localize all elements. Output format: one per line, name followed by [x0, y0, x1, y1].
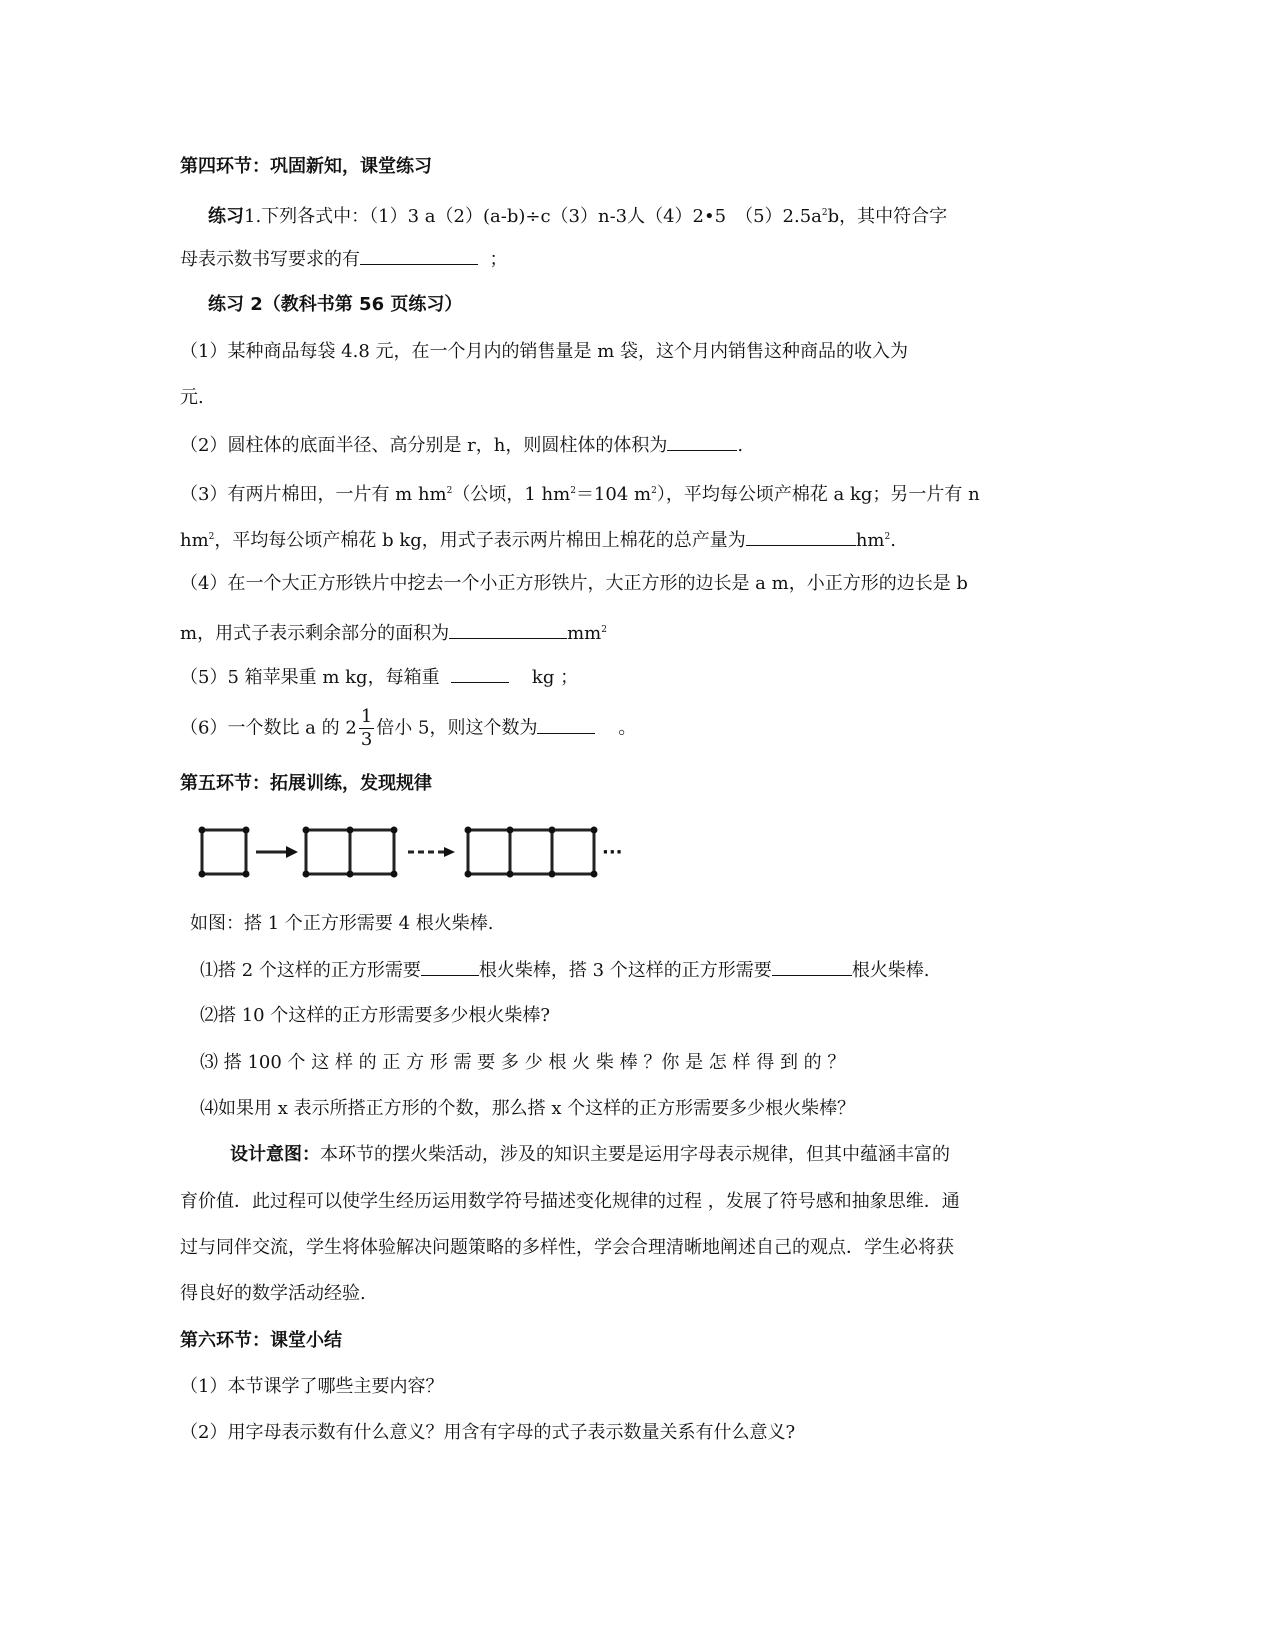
answer-blank[interactable]: [451, 664, 509, 683]
summary-question-2: （2）用字母表示数有什么意义？用含有字母的式子表示数量关系有什么意义?: [180, 1422, 796, 1443]
matchstick-squares-figure: [190, 818, 640, 888]
question-6: （6）一个数比 a 的 2 $\frac{1}{3}$ 倍小 5，则这个数为 。: [180, 706, 637, 750]
design-intent-line1: 设计意图：本环节的摆火柴活动，涉及的知识主要是运用字母表示规律，但其中蕴涵丰富的: [230, 1144, 950, 1165]
question-3-line2: $hm^2$，平均每公顷产棉花 b kg，用式子表示两片棉田上棉花的总产量为 $hm^2$.: [180, 524, 896, 554]
design-intent-line4: 得良好的数学活动经验.: [180, 1283, 366, 1304]
question-4-line2: m，用式子表示剩余部分的面积为 $mm^2$: [180, 617, 607, 647]
answer-blank[interactable]: [421, 957, 479, 976]
answer-blank[interactable]: [537, 715, 595, 734]
exercise2-heading: 练习 2（教科书第 56 页练习）: [208, 294, 463, 315]
question-2: （2）圆柱体的底面半径、高分别是 r，h，则圆柱体的体积为 .: [180, 432, 743, 459]
question-4-line1: （4）在一个大正方形铁片中挖去一个小正方形铁片，大正方形的边长是 a m，小正方形的边长是 b: [180, 573, 968, 594]
exercise1-label: 练习: [208, 206, 244, 227]
design-intent-line3: 过与同伴交流，学生将体验解决问题策略的多样性，学会合理清晰地阐述自己的观点．学生必将获: [180, 1237, 954, 1258]
answer-blank[interactable]: [360, 246, 478, 265]
design-intent-line2: 育价值．此过程可以使学生经历运用数学符号描述变化规律的过程 ，发展了符号感和抽象思维．通: [180, 1191, 960, 1212]
answer-blank[interactable]: [667, 432, 737, 451]
question-5: （5）5 箱苹果重 m kg，每箱重 kg ；: [180, 664, 578, 691]
answer-blank[interactable]: [449, 620, 567, 639]
summary-question-1: （1）本节课学了哪些主要内容？: [180, 1376, 444, 1397]
question-1-line2: 元.: [180, 387, 204, 408]
design-intent-label: 设计意图：: [230, 1144, 320, 1165]
fraction-one-third: $\frac{1}{3}$: [360, 706, 373, 750]
matchstick-question-4: ⑷如果用 x 表示所搭正方形的个数，那么搭 x 个这样的正方形需要多少根火柴棒？: [200, 1098, 856, 1119]
section4-heading: 第四环节：巩固新知，课堂练习: [180, 156, 432, 177]
matchstick-question-1: ⑴搭 2 个这样的正方形需要 根火柴棒，搭 3 个这样的正方形需要 根火柴棒.: [200, 957, 930, 984]
matchstick-question-3: ⑶ 搭 100 个 这 样 的 正 方 形 需 要 多 少 根 火 柴 棒 ？你 是 怎 样 得 到 的 ？: [200, 1052, 846, 1073]
figure-ellipsis: ···: [602, 842, 623, 863]
question-3-line1: （3）有两片棉田，一片有 m $hm^2$（公顷，1 $hm^2=104$ $m^2$），平均每公顷产棉花 a kg；另一片有 n: [180, 484, 980, 505]
section6-heading: 第六环节：课堂小结: [180, 1330, 342, 1351]
answer-blank[interactable]: [772, 957, 852, 976]
section5-heading: 第五环节：拓展训练，发现规律: [180, 773, 432, 794]
question-1-line1: （1）某种商品每袋 4.8 元，在一个月内的销售量是 m 袋，这个月内销售这种商品的收入为: [180, 341, 909, 362]
exercise1-line2: 母表示数书写要求的有 ；: [180, 246, 507, 273]
figure-caption: 如图：搭 1 个正方形需要 4 根火柴棒.: [190, 913, 494, 934]
exercise1-line1: 练习1.下列各式中：（1）3 a（2）(a-b)÷c（3）n-3人（4）2•5 $(5)2.5a^2b$，其中符合字: [208, 206, 948, 227]
matchstick-question-2: ⑵搭 10 个这样的正方形需要多少根火柴棒?: [200, 1005, 550, 1026]
square-group-3: [468, 830, 594, 874]
square-1: [202, 830, 246, 874]
answer-blank[interactable]: [746, 527, 856, 546]
